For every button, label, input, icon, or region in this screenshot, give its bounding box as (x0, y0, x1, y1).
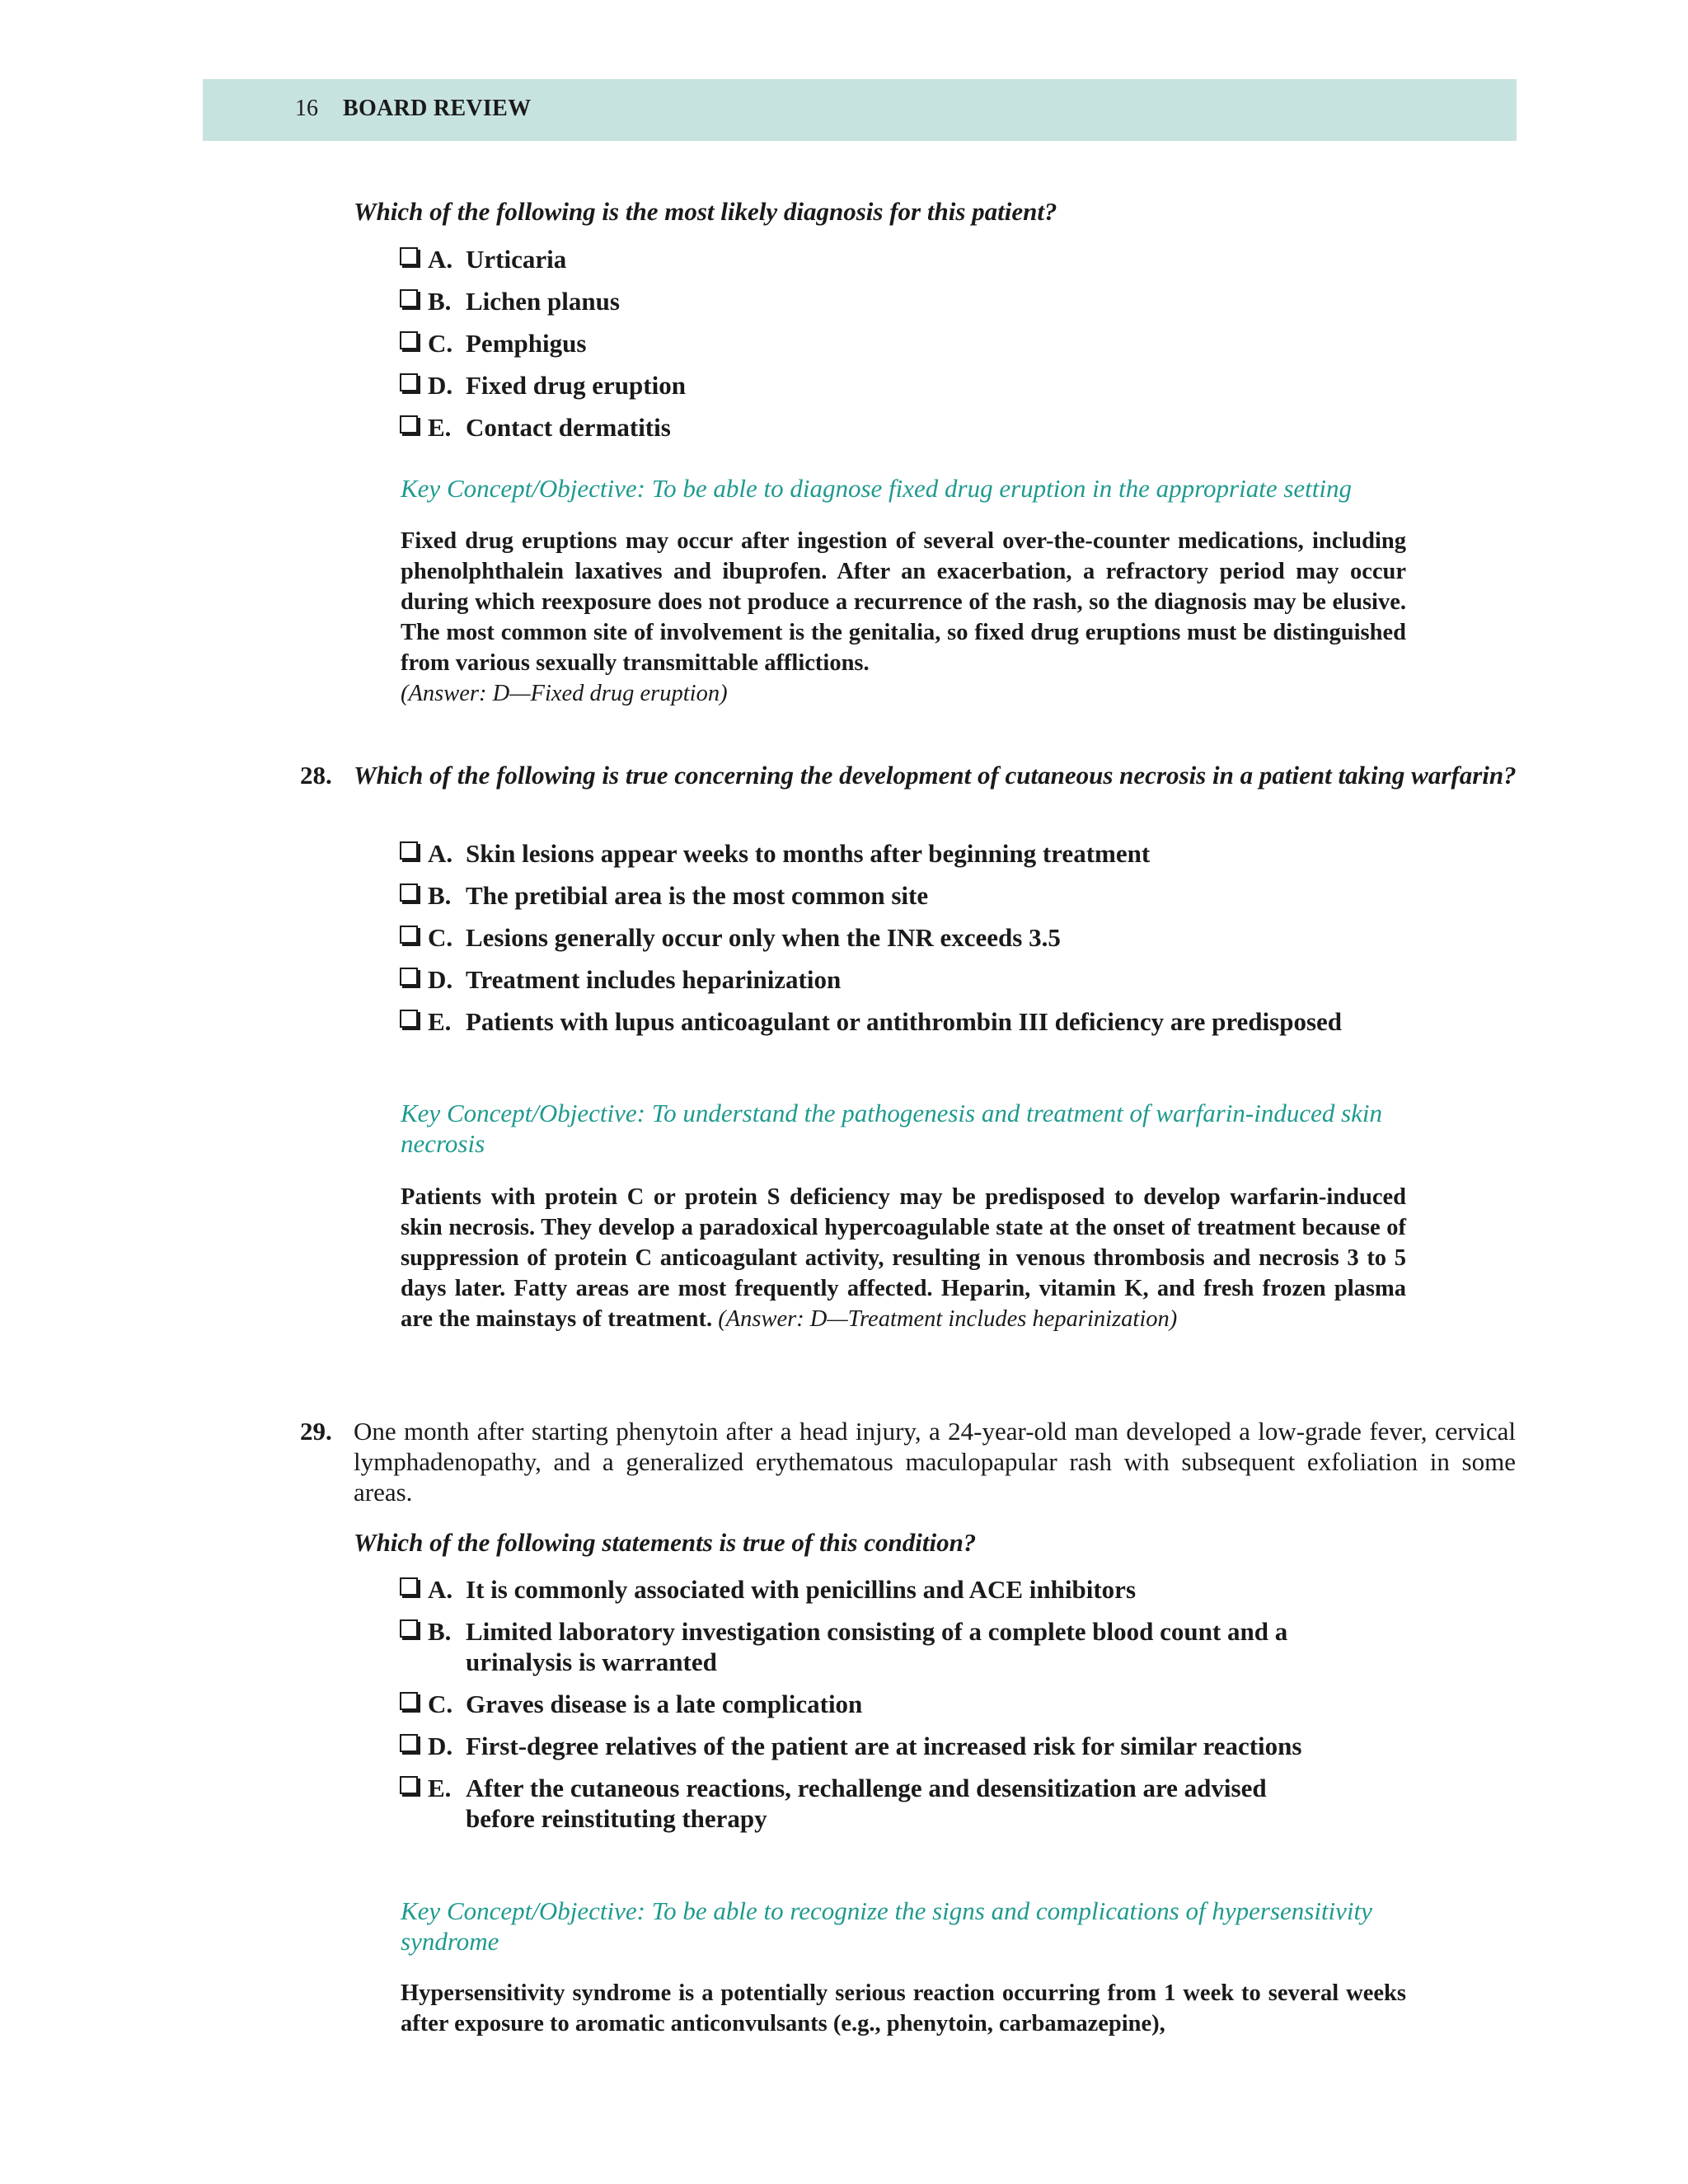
checkbox-icon[interactable] (400, 1619, 418, 1638)
option-text: Graves disease is a late complication (466, 1690, 863, 1718)
checkbox-icon[interactable] (400, 968, 418, 986)
q28-option-e[interactable] (400, 1006, 1422, 1037)
answer-text: (Answer: D—Treatment includes heparinization) (718, 1306, 1178, 1332)
q28-options (400, 838, 1389, 1048)
q28-prompt: Which of the following is true concerning the development of cutaneous necrosis in a patient taking warfarin? (354, 761, 1517, 790)
option-letter: E. (428, 1774, 452, 1802)
option-letter: C. (428, 923, 453, 952)
q29-option-a[interactable] (400, 1574, 1339, 1605)
option-text: It is commonly associated with penicillins and ACE inhibitors (466, 1575, 1137, 1604)
q28-explanation (401, 1182, 1406, 1334)
option-letter: E. (428, 413, 452, 442)
q28-option-d[interactable] (400, 964, 1389, 995)
running-head-title: BOARD REVIEW (343, 96, 532, 121)
checkbox-icon[interactable] (400, 1692, 418, 1710)
option-text: After the cutaneous reactions, rechallenge and desensitization are advised before reinstituting therapy (466, 1774, 1267, 1833)
checkbox-icon[interactable] (400, 247, 418, 265)
q28-option-b[interactable] (400, 880, 1389, 911)
option-text: Pemphigus (466, 329, 587, 358)
option-letter: A. (428, 245, 453, 274)
option-text: Contact dermatitis (466, 413, 671, 442)
option-letter: D. (428, 965, 453, 994)
explanation-text: Patients with protein C or protein S deficiency may be predisposed to develop warfarin-induced skin necrosis. They develop a paradoxical hypercoagulable state at the onset of treatment because of suppression of protein C anticoagulant activity, resulting in venous thrombosis and necrosis 3 to 5 days later. Fatty areas are most frequently affected. Heparin, vitamin K, and fresh frozen plasma are the mainstays of treatment. (401, 1184, 1406, 1332)
checkbox-icon[interactable] (400, 926, 418, 944)
explanation-text: Fixed drug eruptions may occur after ingestion of several over-the-counter medications, including phenolphthalein laxatives and ibuprofen. After an exacerbation, a refractory period may occur during which reexposure does not produce a recurrence of the rash, so the diagnosis may be elusive. The most common site of involvement is the genitalia, so fixed drug eruptions must be distinguished from various sexually transmittable afflictions. (401, 528, 1406, 676)
page-number: 16 (295, 96, 318, 121)
q27-prompt: Which of the following is the most likely diagnosis for this patient? (354, 197, 1057, 226)
option-letter: D. (428, 1732, 453, 1760)
checkbox-icon[interactable] (400, 1776, 418, 1794)
q28-key-concept: Key Concept/Objective: To understand the pathogenesis and treatment of warfarin-induced skin necrosis (401, 1099, 1383, 1158)
checkbox-icon[interactable] (400, 289, 418, 307)
option-letter: A. (428, 1575, 453, 1604)
option-text: Skin lesions appear weeks to months after beginning treatment (466, 839, 1151, 868)
option-text: Lichen planus (466, 287, 620, 316)
q29-key-concept: Key Concept/Objective: To be able to recognize the signs and complications of hypersensitivity syndrome (401, 1896, 1372, 1956)
q27-option-e[interactable] (400, 412, 1224, 443)
q29-number: 29. (300, 1417, 332, 1446)
option-letter: B. (428, 1617, 452, 1646)
q27-option-b[interactable] (400, 286, 1224, 316)
running-header (203, 79, 1517, 141)
option-letter: A. (428, 839, 453, 868)
q29-option-d[interactable] (400, 1731, 1339, 1761)
option-letter: B. (428, 287, 452, 316)
option-text: Patients with lupus anticoagulant or antithrombin III deficiency are predisposed (466, 1007, 1343, 1036)
q29-options (400, 1574, 1339, 1845)
option-text: Treatment includes heparinization (466, 965, 842, 994)
option-text: The pretibial area is the most common site (466, 881, 929, 910)
q27-option-c[interactable] (400, 328, 1224, 359)
q27-option-a[interactable] (400, 244, 1224, 274)
q29-option-e[interactable] (400, 1773, 1339, 1834)
checkbox-icon[interactable] (400, 883, 418, 902)
q29-prompt: Which of the following statements is true of this condition? (354, 1528, 977, 1557)
q28-option-c[interactable] (400, 922, 1389, 953)
checkbox-icon[interactable] (400, 1010, 418, 1028)
option-letter: B. (428, 881, 452, 910)
checkbox-icon[interactable] (400, 1734, 418, 1752)
q29-option-c[interactable] (400, 1689, 1339, 1719)
option-letter: C. (428, 1690, 453, 1718)
q27-key-concept: Key Concept/Objective: To be able to diagnose fixed drug eruption in the appropriate setting (401, 474, 1352, 503)
option-text: Lesions generally occur only when the INR exceeds 3.5 (466, 923, 1061, 952)
checkbox-icon[interactable] (400, 331, 418, 349)
checkbox-icon[interactable] (400, 373, 418, 391)
answer-text: (Answer: D—Fixed drug eruption) (401, 681, 728, 706)
option-text: Urticaria (466, 245, 567, 274)
checkbox-icon[interactable] (400, 1577, 418, 1596)
checkbox-icon[interactable] (400, 415, 418, 434)
q27-option-d[interactable] (400, 370, 1224, 401)
option-text: First-degree relatives of the patient are at increased risk for similar reactions (466, 1732, 1302, 1760)
option-letter: C. (428, 329, 453, 358)
q27-options (400, 244, 1224, 454)
q29-stem: One month after starting phenytoin after a head injury, a 24-year-old man developed a low-grade fever, cervical lymphadenopathy, and a generalized erythematous maculopapular rash with subsequent exfoliation in some areas. (354, 1417, 1516, 1507)
option-text: Limited laboratory investigation consisting of a complete blood count and a urinalysis is warranted (466, 1617, 1288, 1676)
option-letter: D. (428, 371, 453, 400)
q29-explanation: Hypersensitivity syndrome is a potentially serious reaction occurring from 1 week to several weeks after exposure to aromatic anticonvulsants (e.g., phenytoin, carbamazepine), (401, 1980, 1406, 2036)
option-letter: E. (428, 1007, 452, 1036)
q29-option-b[interactable] (400, 1616, 1339, 1677)
q28-option-a[interactable] (400, 838, 1389, 869)
q28-number: 28. (300, 761, 332, 790)
option-text: Fixed drug eruption (466, 371, 686, 400)
checkbox-icon[interactable] (400, 841, 418, 860)
q27-explanation (401, 526, 1406, 709)
